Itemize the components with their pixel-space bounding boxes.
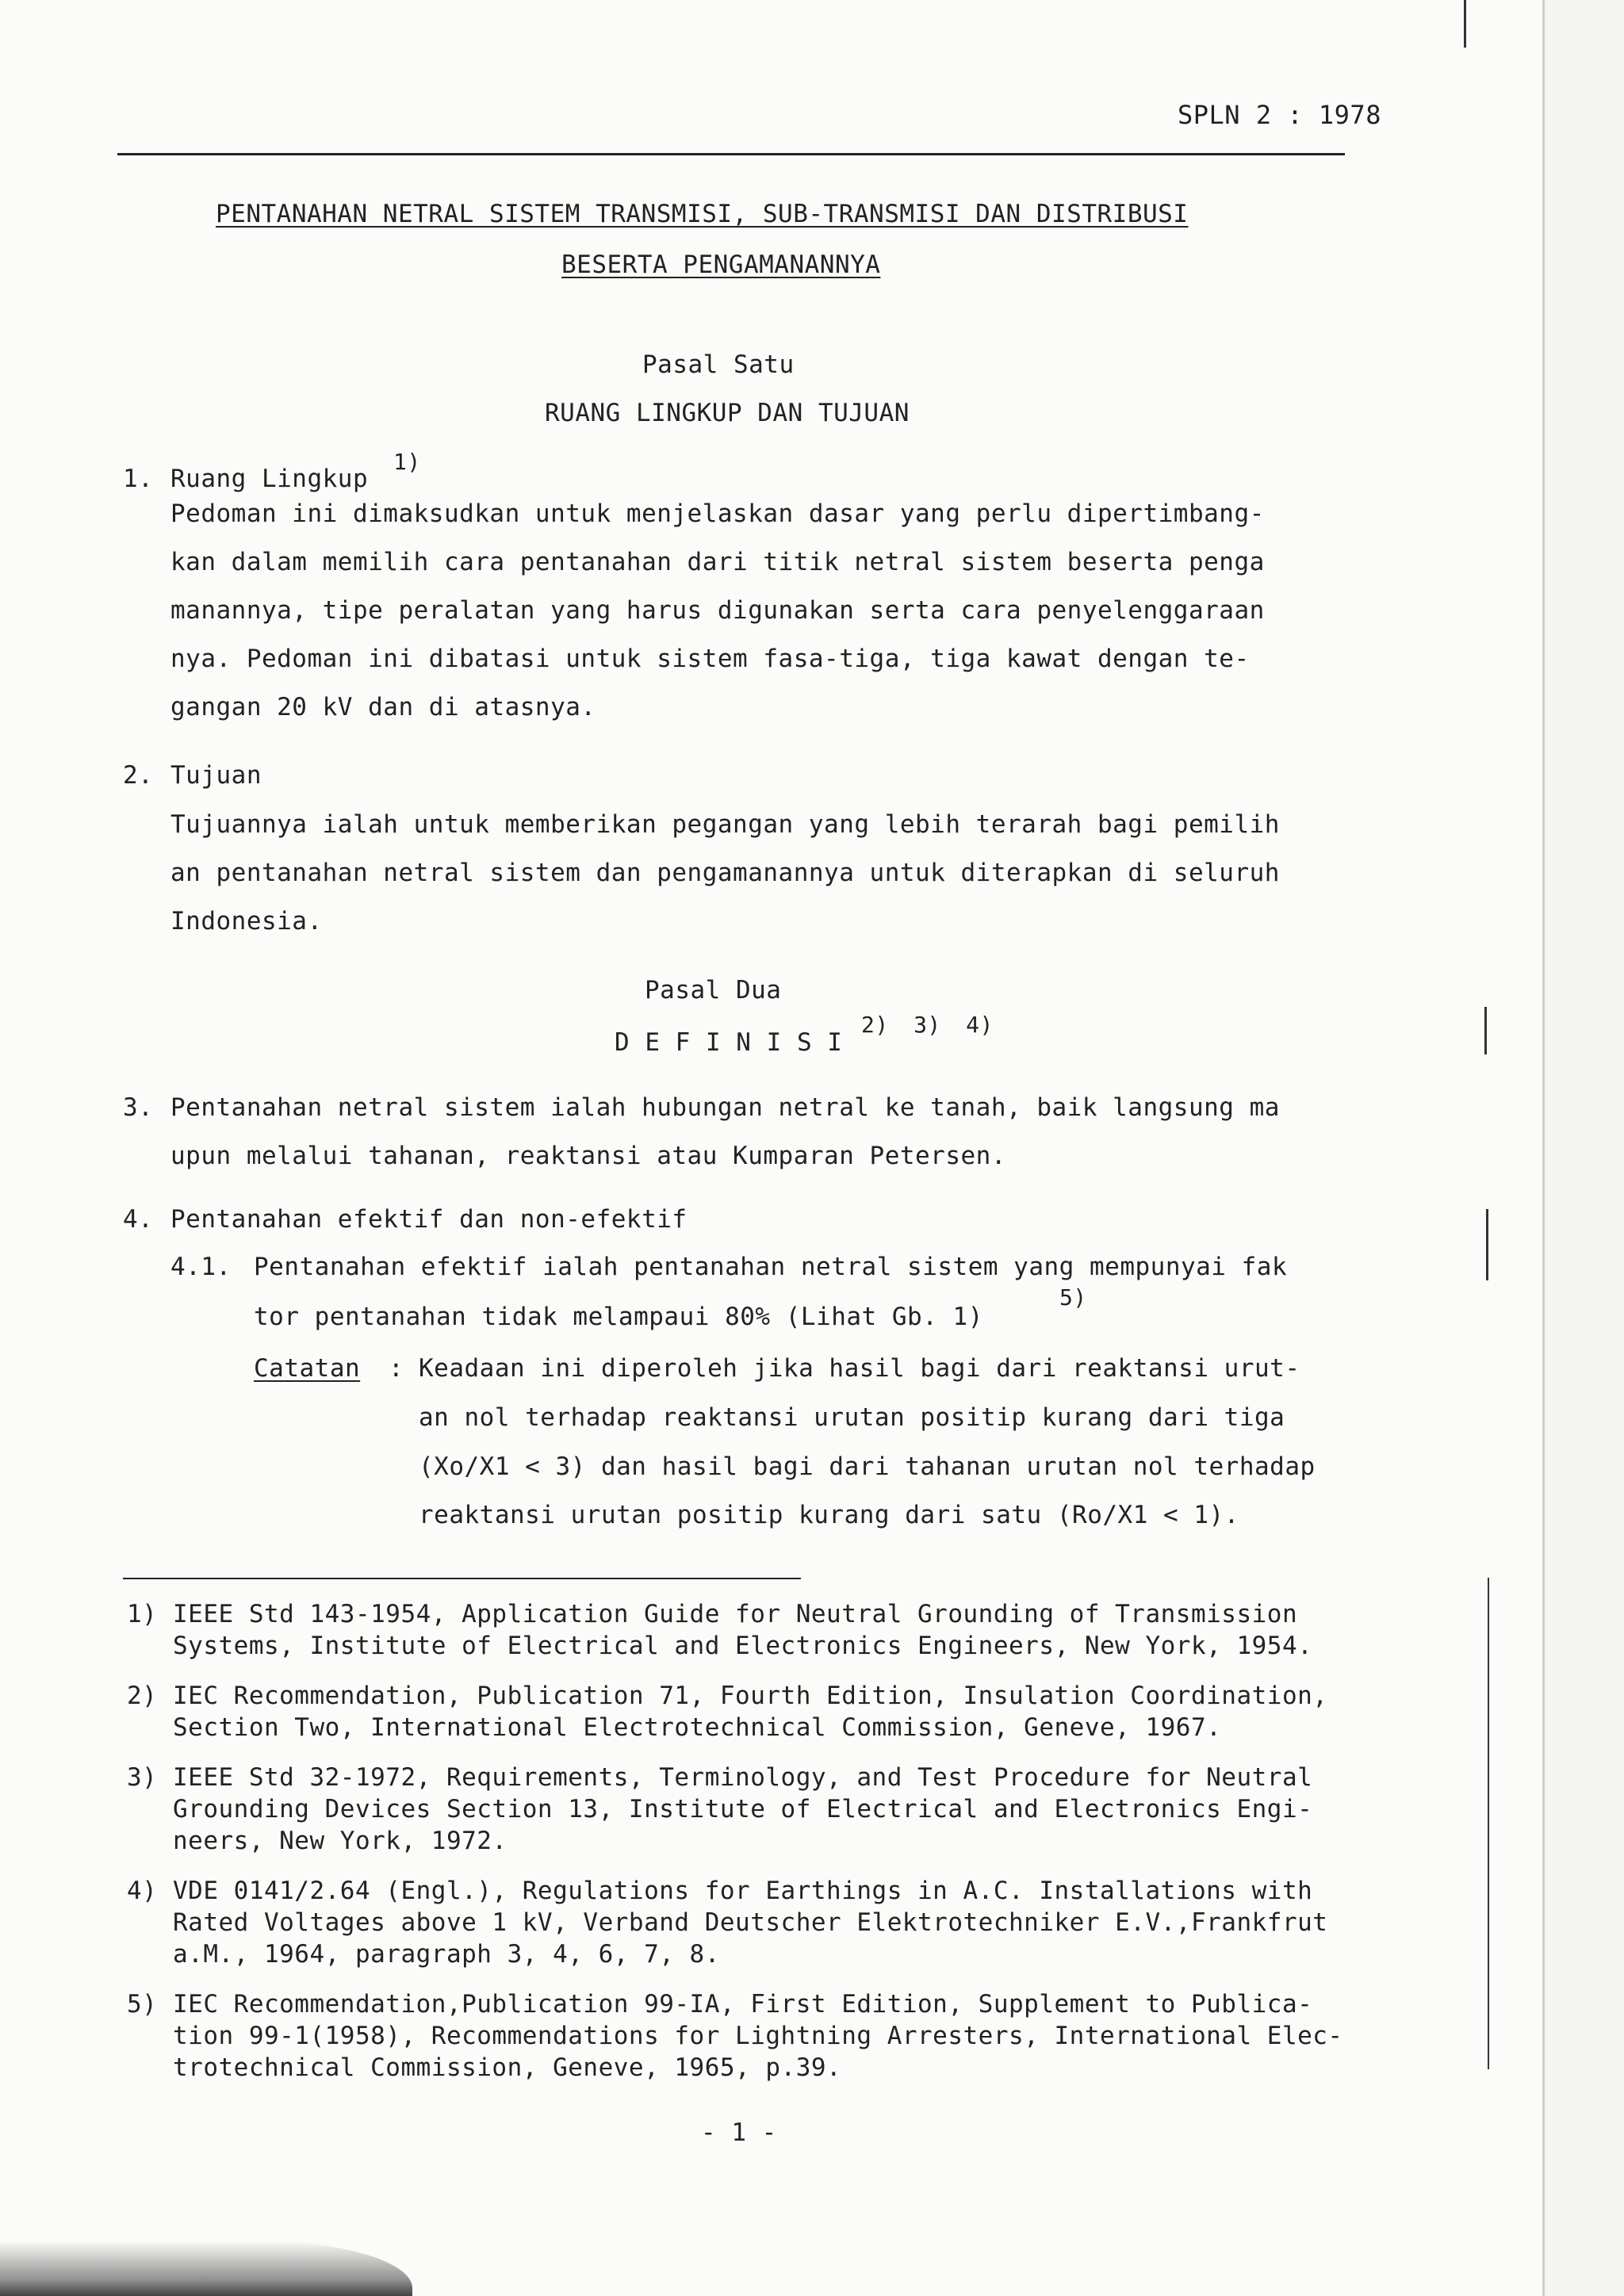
scan-mark	[1484, 1007, 1487, 1054]
pasal-dua-footnote-refs: 2) 3) 4)	[861, 1012, 994, 1038]
footnote-3-line: neers, New York, 1972.	[173, 1827, 508, 1855]
footnote-2-number: 2)	[127, 1682, 158, 1710]
section-2-title: Tujuan	[170, 761, 262, 790]
subsection-4-1-number: 4.1.	[170, 1253, 232, 1281]
section-4-number: 4.	[123, 1205, 154, 1234]
footnote-1-number: 1)	[127, 1600, 158, 1628]
subsection-4-1-footnote-ref: 5)	[1059, 1284, 1087, 1311]
section-1-title: Ruang Lingkup	[170, 465, 369, 493]
section-1-footnote-ref: 1)	[393, 449, 421, 475]
scan-mark	[1486, 1209, 1488, 1280]
document-code: SPLN 2 : 1978	[1178, 100, 1381, 130]
footnote-4-line: VDE 0141/2.64 (Engl.), Regulations for Earthings in A.C. Installations with	[173, 1877, 1313, 1905]
footnote-4-line: a.M., 1964, paragraph 3, 4, 6, 7, 8.	[173, 1940, 720, 1969]
footnote-3-number: 3)	[127, 1763, 158, 1792]
document-title-line-1: PENTANAHAN NETRAL SISTEM TRANSMISI, SUB-TRANSMISI DAN DISTRIBUSI	[216, 200, 1189, 228]
section-1-line: gangan 20 kV dan di atasnya.	[170, 693, 596, 721]
note-line: reaktansi urutan positip kurang dari satu (Ro/X1 < 1).	[419, 1501, 1239, 1529]
section-2-line: an pentanahan netral sistem dan pengamanannya untuk diterapkan di seluruh	[170, 859, 1280, 887]
section-1-line: Pedoman ini dimaksudkan untuk menjelaskan dasar yang perlu dipertimbang-	[170, 499, 1265, 528]
subsection-4-1-line: tor pentanahan tidak melampaui 80% (Lihat Gb. 1)	[254, 1303, 983, 1331]
note-separator: :	[389, 1354, 404, 1383]
section-1-line: kan dalam memilih cara pentanahan dari titik netral sistem beserta penga	[170, 548, 1265, 576]
footnote-5-line: IEC Recommendation,Publication 99-IA, First Edition, Supplement to Publica-	[173, 1990, 1313, 2019]
section-1-line: manannya, tipe peralatan yang harus digunakan serta cara penyelenggaraan	[170, 596, 1265, 625]
note-line: (Xo/X1 < 3) dan hasil bagi dari tahanan urutan nol terhadap	[419, 1452, 1316, 1481]
subsection-4-1-line: Pentanahan efektif ialah pentanahan netral sistem yang mempunyai fak	[254, 1253, 1288, 1281]
scan-mark	[1464, 0, 1466, 48]
section-2-number: 2.	[123, 761, 154, 790]
footnote-1-line: Systems, Institute of Electrical and Electronics Engineers, New York, 1954.	[173, 1632, 1313, 1660]
section-4-title: Pentanahan efektif dan non-efektif	[170, 1205, 688, 1234]
pasal-satu-heading: Pasal Satu	[642, 350, 795, 379]
footnote-3-line: Grounding Devices Section 13, Institute of Electrical and Electronics Engi-	[173, 1795, 1313, 1823]
footnote-5-number: 5)	[127, 1990, 158, 2019]
section-3-line: Pentanahan netral sistem ialah hubungan netral ke tanah, baik langsung ma	[170, 1093, 1280, 1122]
pasal-dua-heading: Pasal Dua	[645, 976, 782, 1004]
note-label: Catatan	[254, 1354, 361, 1383]
section-3-number: 3.	[123, 1093, 154, 1122]
note-line: Keadaan ini diperoleh jika hasil bagi dari reaktansi urut-	[419, 1354, 1300, 1383]
scan-mark	[1488, 1578, 1489, 2069]
footnote-4-number: 4)	[127, 1877, 158, 1905]
footnote-2-line: Section Two, International Electrotechnical Commission, Geneve, 1967.	[173, 1713, 1222, 1742]
footnote-5-line: trotechnical Commission, Geneve, 1965, p.39.	[173, 2053, 842, 2082]
document-title-line-2: BESERTA PENGAMANANNYA	[561, 251, 881, 279]
note-line: an nol terhadap reaktansi urutan positip kurang dari tiga	[419, 1403, 1285, 1432]
section-2-line: Indonesia.	[170, 907, 323, 936]
footnote-separator	[123, 1578, 801, 1579]
footnote-5-line: tion 99-1(1958), Recommendations for Lightning Arresters, International Elec-	[173, 2022, 1343, 2050]
pasal-dua-subheading: D E F I N I S I	[615, 1028, 843, 1057]
section-1-number: 1.	[123, 465, 154, 493]
scan-shadow	[0, 2241, 412, 2296]
section-1-line: nya. Pedoman ini dibatasi untuk sistem fasa-tiga, tiga kawat dengan te-	[170, 645, 1250, 673]
footnote-2-line: IEC Recommendation, Publication 71, Fourth Edition, Insulation Coordination,	[173, 1682, 1328, 1710]
header-rule	[117, 153, 1345, 155]
section-2-line: Tujuannya ialah untuk memberikan pegangan yang lebih terarah bagi pemilih	[170, 810, 1280, 839]
section-3-line: upun melalui tahanan, reaktansi atau Kumparan Petersen.	[170, 1142, 1006, 1170]
footnote-3-line: IEEE Std 32-1972, Requirements, Terminology, and Test Procedure for Neutral	[173, 1763, 1313, 1792]
footnote-1-line: IEEE Std 143-1954, Application Guide for Neutral Grounding of Transmission	[173, 1600, 1298, 1628]
page-number: - 1 -	[701, 2118, 777, 2147]
footnote-4-line: Rated Voltages above 1 kV, Verband Deutscher Elektrotechniker E.V.,Frankfrut	[173, 1908, 1328, 1937]
pasal-satu-subheading: RUANG LINGKUP DAN TUJUAN	[545, 399, 910, 427]
